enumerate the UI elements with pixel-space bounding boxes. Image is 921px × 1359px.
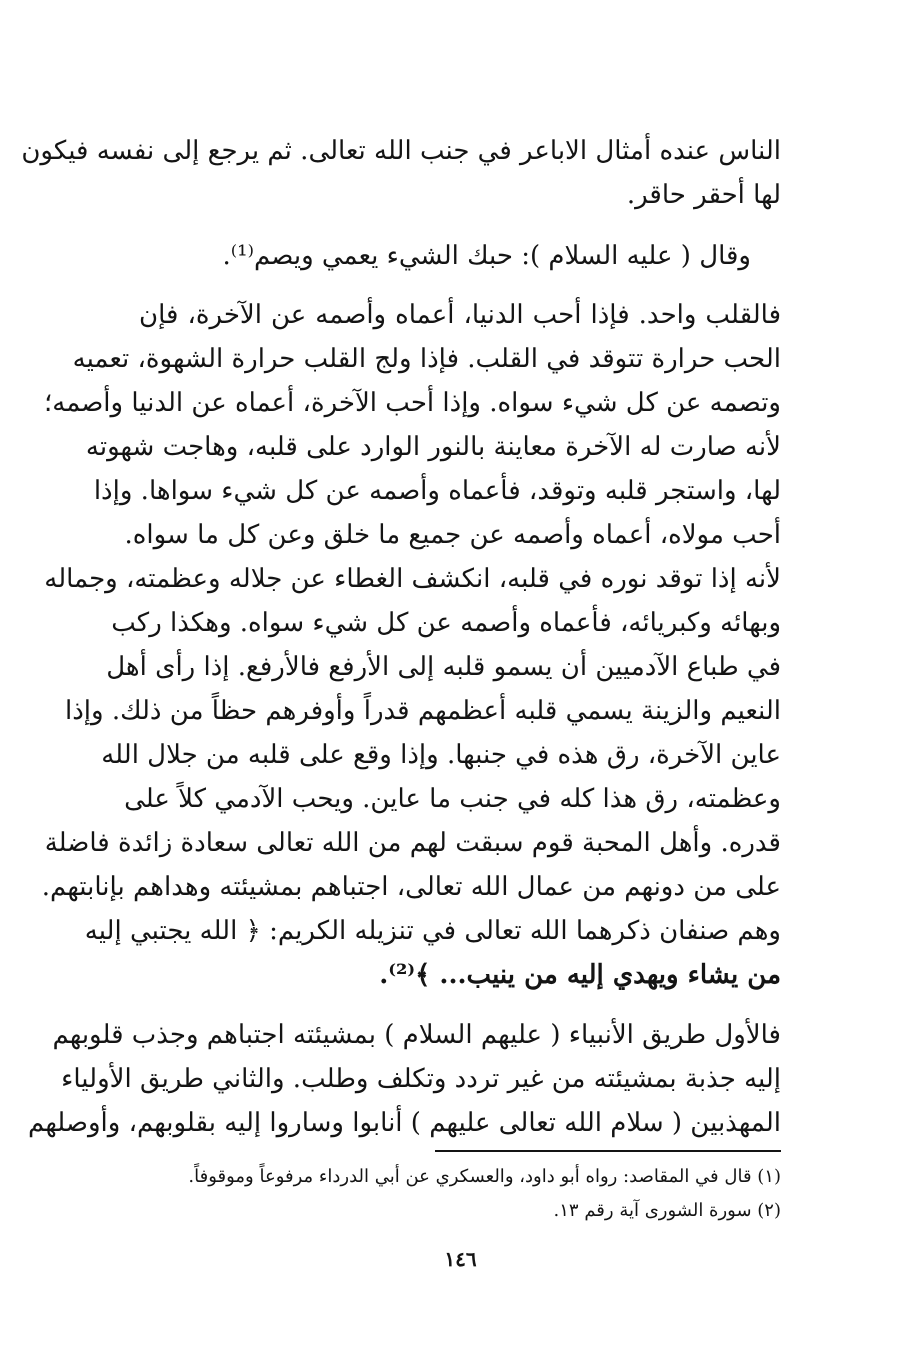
footnote-1: (١) قال في المقاصد: رواه أبو داود، والعسكري عن أبي الدرداء مرفوعاً وموقوفاً.	[188, 1166, 781, 1187]
body-line-9: أحب مولاه، أعماه وأصمه عن جميع ما خلق وعن كل ما سواه.	[124, 520, 781, 550]
body-line-7: لأنه صارت له الآخرة معاينة بالنور الوارد على قلبه، وهاجت شهوته	[85, 432, 781, 462]
footnote-divider	[435, 1150, 781, 1152]
body-line-17: على من دونهم من عمال الله تعالى، اجتباهم بمشيئته وهداهم بإنابتهم.	[41, 872, 781, 902]
body-line-12: في طباع الآدميين أن يسمو قلبه إلى الأرفع فالأرفع. إذا رأى أهل	[106, 652, 781, 682]
footnote-2: (٢) سورة الشورى آية رقم ١٣.	[553, 1200, 781, 1221]
body-line-15: وعظمته، رق هذا كله في جنب ما عاين. ويحب الآدمي كلاً على	[124, 784, 781, 814]
page-number: ١٤٦	[444, 1247, 477, 1271]
body-line-22: المهذبين ( سلام الله تعالى عليهم ) أنابوا وساروا إليه بقلوبهم، وأوصلهم	[28, 1108, 781, 1138]
body-line-8: لها، واستجر قلبه وتوقد، فأعماه وأصمه عن كل شيء سواها. وإذا	[93, 476, 781, 506]
body-line-16: قدره. وأهل المحبة قوم سبقت لهم من الله تعالى سعادة زائدة فاضلة	[44, 828, 781, 858]
body-line-4: فالقلب واحد. فإذا أحب الدنيا، أعماه وأصمه عن الآخرة، فإن	[139, 300, 781, 330]
body-line-5: الحب حرارة تتوقد في القلب. فإذا ولج القلب حرارة الشهوة، تعميه	[72, 344, 781, 374]
body-line-11: وبهائه وكبريائه، فأعماه وأصمه عن كل شيء سواه. وهكذا ركب	[111, 608, 781, 638]
body-line-20: فالأول طريق الأنبياء ( عليهم السلام ) بمشيئته اجتباهم وجذب قلوبهم	[52, 1020, 781, 1050]
body-line-10: لأنه إذا توقد نوره في قلبه، انكشف الغطاء عن جلاله وعظمته، وجماله	[44, 564, 781, 594]
body-line-1: الناس عنده أمثال الاباعر في جنب الله تعالى. ثم يرجع إلى نفسه فيكون	[21, 136, 781, 166]
quran-verse-line: من يشاء ويهدي إليه من ينيب... ﴾⁽²⁾.	[379, 960, 781, 990]
body-line-13: النعيم والزينة يسمي قلبه أعظمهم قدراً وأوفرهم حظاً من ذلك. وإذا	[64, 696, 781, 726]
body-line-14: عاين الآخرة، رق هذه في جنبها. وإذا وقع على قلبه من جلال الله	[101, 740, 781, 770]
body-line-6: وتصمه عن كل شيء سواه. وإذا أحب الآخرة، أعماه عن الدنيا وأصمه؛	[43, 388, 781, 418]
hadith-line: وقال ( عليه السلام ): حبك الشيء يعمي ويصم⁽¹⁾.	[222, 241, 751, 271]
body-line-21: إليه جذبة بمشيئته من غير تردد وتكلف وطلب. والثاني طريق الأولياء	[61, 1064, 781, 1094]
body-line-2: لها أحقر حاقر.	[626, 180, 781, 210]
body-line-18: وهم صنفان ذكرهما الله تعالى في تنزيله الكريم: ﴿ الله يجتبي إليه	[84, 916, 781, 946]
